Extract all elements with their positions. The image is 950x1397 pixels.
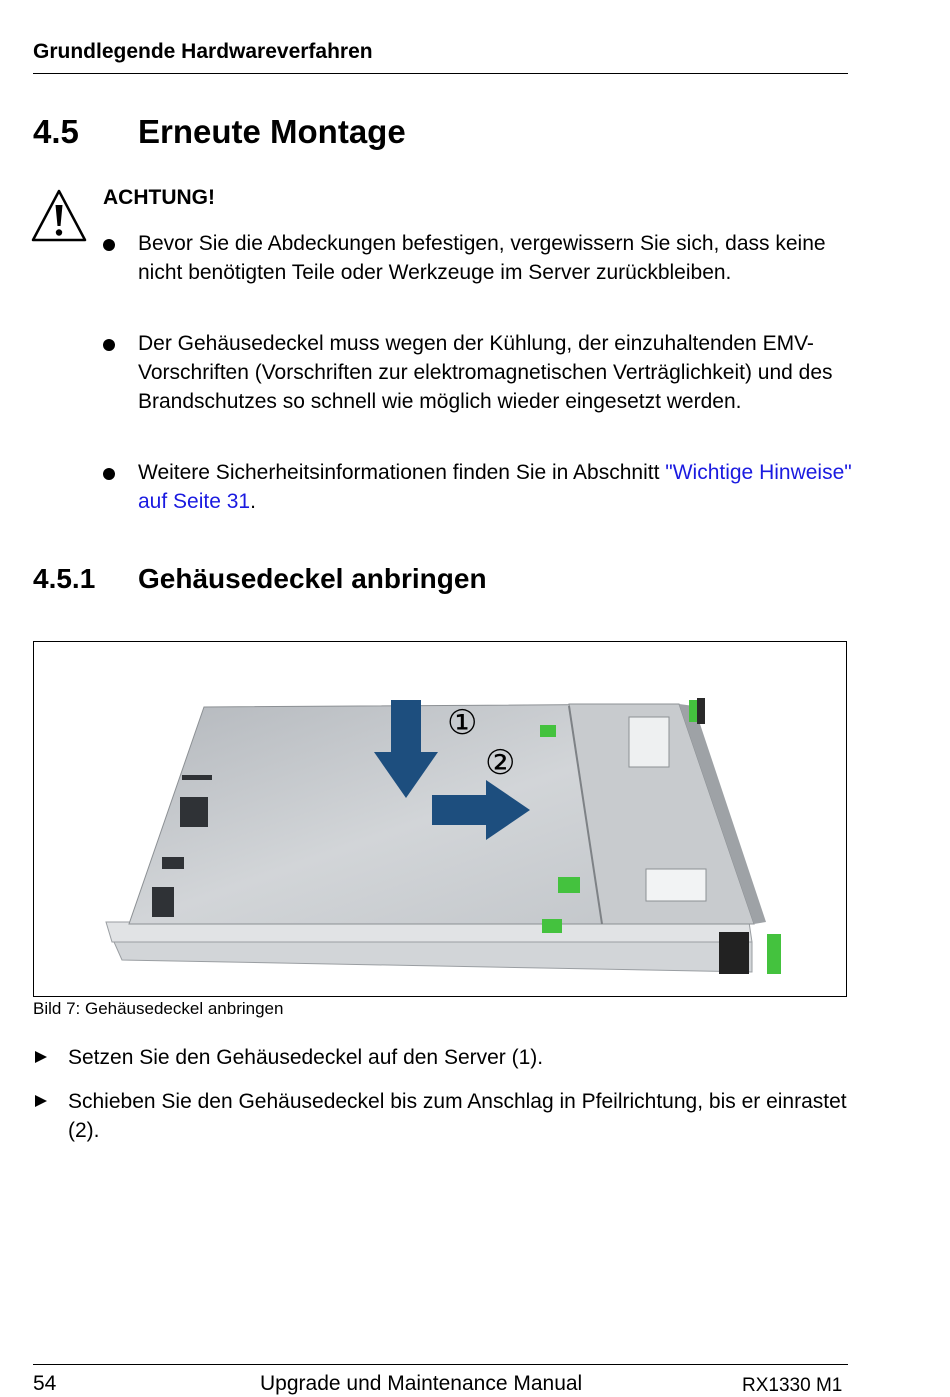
subsection-title: Gehäusedeckel anbringen	[138, 563, 487, 594]
subsection-number: 4.5.1	[33, 563, 96, 594]
step-item	[33, 1043, 848, 1075]
link-wichtige-hinweise[interactable]: "Wichtige Hinweise" auf Seite 31	[138, 461, 852, 513]
manual-title: Upgrade und Maintenance Manual	[260, 1372, 583, 1395]
warning-triangle-icon	[30, 188, 88, 244]
step-arrow-icon	[35, 1095, 47, 1107]
chassis-side	[114, 942, 752, 972]
server-cover-illustration	[34, 642, 846, 996]
running-header: Grundlegende Hardwareverfahren	[33, 40, 373, 63]
footer-divider	[33, 1364, 848, 1365]
step-marker-1: ①	[447, 703, 478, 743]
step-arrow-icon	[35, 1051, 47, 1063]
figure-caption: Bild 7: Gehäusedeckel anbringen	[33, 999, 284, 1018]
bullet-text-suffix: .	[250, 490, 256, 513]
header-divider	[33, 73, 848, 74]
warning-bullet	[103, 458, 852, 518]
step-text: Schieben Sie den Gehäusedeckel bis zum Anschlag in Pfeilrichtung, bis er einrastet (2).	[68, 1090, 847, 1142]
label-sticker-top	[629, 717, 669, 767]
chassis-front-rail	[106, 922, 752, 942]
warning-label: ACHTUNG!	[103, 186, 215, 209]
warning-bullet	[103, 229, 848, 319]
green-latch	[542, 919, 562, 933]
page-number: 54	[33, 1372, 57, 1395]
section-number: 4.5	[33, 113, 79, 150]
step-marker-2: ②	[485, 743, 516, 783]
rear-handle-icon	[689, 698, 705, 724]
green-tab-top	[540, 725, 556, 737]
step-text: Setzen Sie den Gehäusedeckel auf den Server (1).	[68, 1046, 544, 1069]
warning-bullet-text: Der Gehäusedeckel muss wegen der Kühlung, der einzuhaltenden EMV-Vorschriften (Vorschriften zur elektromagnetischen Verträglichkeit) und des Brandschutzes so schnell wie möglich wieder eingesetzt werden.	[138, 332, 833, 413]
warning-bullet	[103, 329, 848, 449]
green-tab-middle	[558, 877, 580, 893]
bullet-text-prefix: Weitere Sicherheitsinformationen finden Sie in Abschnitt	[138, 461, 666, 484]
label-sticker-bottom	[646, 869, 706, 901]
warning-bullet-text: Bevor Sie die Abdeckungen befestigen, vergewissern Sie sich, dass keine nicht benötigten Teile oder Werkzeuge im Server zurückbleiben.	[138, 232, 826, 284]
bullet-dot	[103, 468, 115, 480]
bullet-dot	[103, 239, 115, 251]
section-title: Erneute Montage	[138, 113, 406, 150]
bullet-dot	[103, 339, 115, 351]
model-name: RX1330 M1	[742, 1375, 843, 1396]
figure-frame	[33, 641, 847, 997]
step-item	[33, 1087, 848, 1147]
